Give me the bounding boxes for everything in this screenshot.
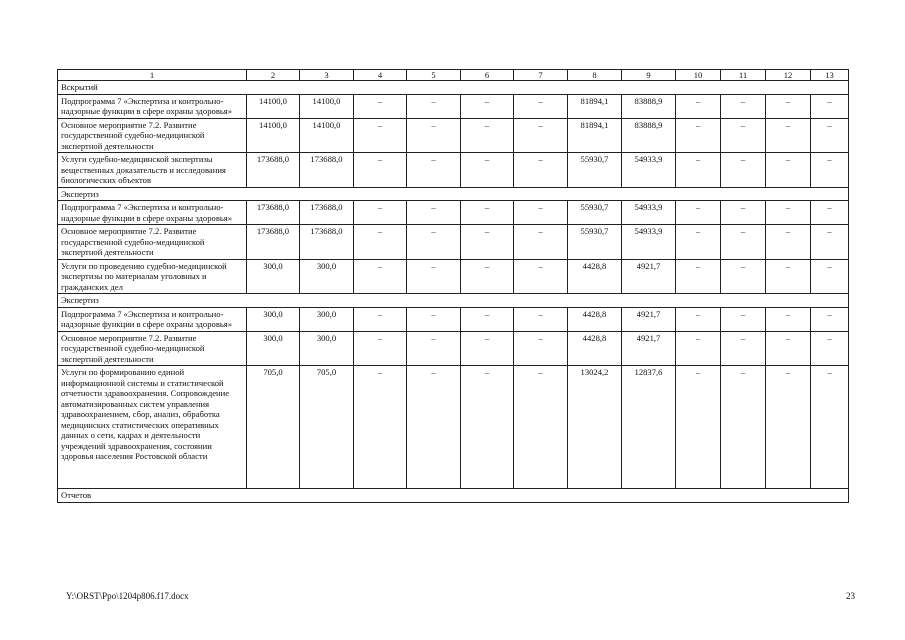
row-name-cell: Подпрограмма 7 «Экспертиза и контрольно-надзорные функции в сфере охраны здоровья» [58, 94, 247, 118]
value-cell: – [407, 307, 461, 331]
value-cell: – [676, 94, 721, 118]
value-cell: 54933,9 [622, 153, 676, 187]
unit-row [58, 81, 849, 94]
value-cell: – [811, 307, 849, 331]
value-cell: – [514, 259, 568, 293]
value-cell: – [461, 153, 514, 187]
column-number: 1 [58, 70, 247, 81]
value-cell: – [461, 366, 514, 489]
table-row [58, 153, 849, 187]
value-cell: – [721, 366, 766, 489]
value-cell: – [354, 259, 407, 293]
value-cell: – [676, 153, 721, 187]
value-cell: 705,0 [300, 366, 354, 489]
value-cell: – [514, 366, 568, 489]
value-cell: 4921,7 [622, 307, 676, 331]
value-cell: 83888,9 [622, 94, 676, 118]
row-name-cell: Подпрограмма 7 «Экспертиза и контрольно-надзорные функции в сфере охраны здоровья» [58, 201, 247, 225]
table-row [58, 259, 849, 293]
value-cell: 300,0 [247, 259, 300, 293]
table-row [58, 307, 849, 331]
value-cell: 14100,0 [247, 118, 300, 152]
value-cell: – [721, 307, 766, 331]
value-cell: 14100,0 [300, 94, 354, 118]
value-cell: – [514, 153, 568, 187]
value-cell: – [461, 94, 514, 118]
row-name-cell: Услуги судебно-медицинской экспертизы вещественных доказательств и исследования биологических объектов [58, 153, 247, 187]
value-cell: – [766, 366, 811, 489]
value-cell: – [407, 331, 461, 365]
value-cell: – [721, 94, 766, 118]
unit-label: Отчетов [58, 489, 849, 502]
value-cell: – [811, 118, 849, 152]
value-cell: 4921,7 [622, 259, 676, 293]
value-cell: 705,0 [247, 366, 300, 489]
value-cell: – [461, 225, 514, 259]
value-cell: – [354, 366, 407, 489]
column-number: 9 [622, 70, 676, 81]
budget-table [57, 69, 849, 503]
unit-row [58, 187, 849, 200]
footer-file-path: Y:\ORST\Ppo\1204p806.f17.docx [66, 591, 189, 601]
value-cell: 4921,7 [622, 331, 676, 365]
value-cell: 173688,0 [247, 201, 300, 225]
value-cell: – [811, 366, 849, 489]
value-cell: 83888,9 [622, 118, 676, 152]
value-cell: – [811, 225, 849, 259]
value-cell: – [766, 118, 811, 152]
value-cell: 300,0 [247, 307, 300, 331]
value-cell: 173688,0 [300, 201, 354, 225]
value-cell: – [354, 153, 407, 187]
value-cell: – [407, 259, 461, 293]
column-number: 4 [354, 70, 407, 81]
value-cell: – [676, 225, 721, 259]
value-cell: – [461, 201, 514, 225]
value-cell: 173688,0 [300, 153, 354, 187]
value-cell: 54933,9 [622, 201, 676, 225]
value-cell: 12837,6 [622, 366, 676, 489]
value-cell: 4428,8 [568, 331, 622, 365]
value-cell: – [721, 153, 766, 187]
table-row [58, 366, 849, 489]
value-cell: 300,0 [247, 331, 300, 365]
value-cell: – [766, 259, 811, 293]
table-row [58, 94, 849, 118]
value-cell: – [407, 366, 461, 489]
value-cell: – [811, 259, 849, 293]
column-number: 8 [568, 70, 622, 81]
table-header-row [58, 70, 849, 81]
value-cell: – [461, 118, 514, 152]
value-cell: – [354, 225, 407, 259]
value-cell: – [721, 225, 766, 259]
value-cell: – [514, 94, 568, 118]
value-cell: – [811, 201, 849, 225]
value-cell: 13024,2 [568, 366, 622, 489]
value-cell: – [514, 118, 568, 152]
column-number: 7 [514, 70, 568, 81]
value-cell: – [407, 225, 461, 259]
value-cell: 173688,0 [247, 225, 300, 259]
value-cell: 173688,0 [247, 153, 300, 187]
row-name-cell: Основное мероприятие 7.2. Развитие государственной судебно-медицинской экспертной деятельности [58, 118, 247, 152]
value-cell: 14100,0 [247, 94, 300, 118]
column-number: 2 [247, 70, 300, 81]
value-cell: – [354, 201, 407, 225]
value-cell: – [514, 307, 568, 331]
value-cell: – [766, 307, 811, 331]
value-cell: 81894,1 [568, 94, 622, 118]
column-number: 3 [300, 70, 354, 81]
value-cell: 4428,8 [568, 259, 622, 293]
value-cell: – [407, 94, 461, 118]
value-cell: 55930,7 [568, 201, 622, 225]
value-cell: – [354, 307, 407, 331]
unit-label: Экспертиз [58, 187, 849, 200]
value-cell: 300,0 [300, 307, 354, 331]
value-cell: – [721, 201, 766, 225]
unit-row [58, 489, 849, 502]
value-cell: – [766, 153, 811, 187]
value-cell: 55930,7 [568, 153, 622, 187]
column-number: 5 [407, 70, 461, 81]
value-cell: – [811, 153, 849, 187]
value-cell: – [514, 225, 568, 259]
value-cell: 4428,8 [568, 307, 622, 331]
value-cell: – [811, 94, 849, 118]
value-cell: – [461, 259, 514, 293]
value-cell: – [811, 331, 849, 365]
value-cell: – [721, 118, 766, 152]
unit-row [58, 294, 849, 307]
value-cell: – [514, 201, 568, 225]
value-cell: – [354, 331, 407, 365]
value-cell: – [514, 331, 568, 365]
value-cell: – [676, 307, 721, 331]
value-cell: – [407, 153, 461, 187]
value-cell: – [766, 331, 811, 365]
column-number: 6 [461, 70, 514, 81]
value-cell: – [721, 331, 766, 365]
value-cell: – [354, 94, 407, 118]
row-name-cell: Основное мероприятие 7.2. Развитие государственной судебно-медицинской экспертной деятельности [58, 331, 247, 365]
column-number: 12 [766, 70, 811, 81]
table-row [58, 118, 849, 152]
value-cell: – [721, 259, 766, 293]
table-row [58, 225, 849, 259]
value-cell: 300,0 [300, 259, 354, 293]
row-name-cell: Подпрограмма 7 «Экспертиза и контрольно-надзорные функции в сфере охраны здоровья» [58, 307, 247, 331]
page-number: 23 [846, 591, 855, 601]
row-name-cell: Основное мероприятие 7.2. Развитие государственной судебно-медицинской экспертной деятельности [58, 225, 247, 259]
value-cell: 54933,9 [622, 225, 676, 259]
value-cell: – [676, 366, 721, 489]
value-cell: – [461, 307, 514, 331]
value-cell: – [676, 118, 721, 152]
column-number: 10 [676, 70, 721, 81]
table-row [58, 201, 849, 225]
column-number: 11 [721, 70, 766, 81]
value-cell: – [407, 118, 461, 152]
value-cell: – [354, 118, 407, 152]
row-name-cell: Услуги по формированию единой информационной системы и статистической отчетности здравоохранения. Сопровождение автоматизированных систем управления здравоохранением, сбор, анализ, обработка медицинских статистических оперативных данных о сети, кадрах и деятельности учреждений здравоохранения, состоянии здоровья населения Ростовской области [58, 366, 247, 489]
value-cell: 81894,1 [568, 118, 622, 152]
value-cell: – [407, 201, 461, 225]
value-cell: 14100,0 [300, 118, 354, 152]
value-cell: 173688,0 [300, 225, 354, 259]
unit-label: Экспертиз [58, 294, 849, 307]
value-cell: – [676, 259, 721, 293]
value-cell: 300,0 [300, 331, 354, 365]
value-cell: – [676, 331, 721, 365]
value-cell: – [766, 94, 811, 118]
value-cell: – [676, 201, 721, 225]
row-name-cell: Услуги по проведению судебно-медицинской экспертизы по материалам уголовных и гражданских дел [58, 259, 247, 293]
unit-label: Вскрытий [58, 81, 849, 94]
value-cell: – [766, 201, 811, 225]
value-cell: 55930,7 [568, 225, 622, 259]
table-row [58, 331, 849, 365]
column-number: 13 [811, 70, 849, 81]
value-cell: – [461, 331, 514, 365]
value-cell: – [766, 225, 811, 259]
